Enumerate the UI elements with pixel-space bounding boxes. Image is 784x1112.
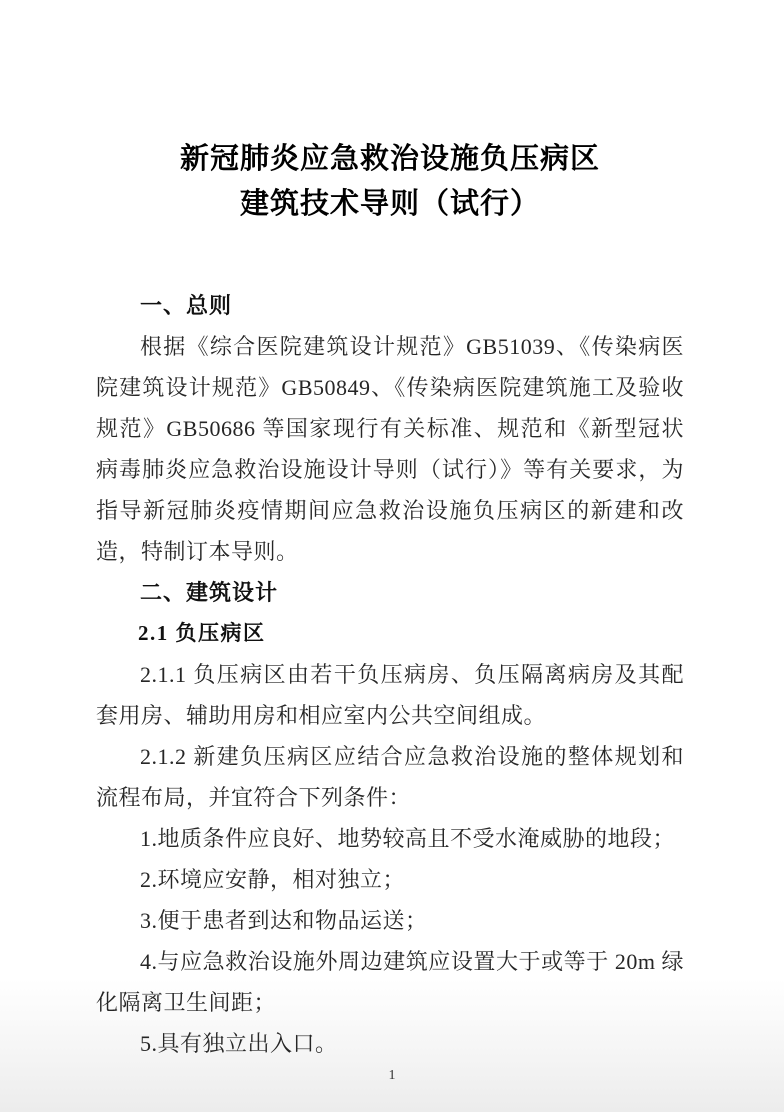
paragraph-2-1-1: 2.1.1 负压病区由若干负压病房、负压隔离病房及其配套用房、辅助用房和相应室内公共空间组成。 [96, 662, 684, 728]
list-item-3: 3.便于患者到达和物品运送； [140, 908, 428, 933]
list-item-4: 4.与应急救治设施外周边建筑应设置大于或等于 20m 绿化隔离卫生间距； [96, 949, 684, 1015]
document-title-line-1: 新冠肺炎应急救治设施负压病区 [179, 143, 600, 175]
paragraph-basis: 根据《综合医院建筑设计规范》GB51039、《传染病医院建筑设计规范》GB50849、《传染病医院建筑施工及验收规范》GB50686 等国家现行有关标准、规范和《新型冠状病毒肺炎应急救治设施设计导则（试行）》等有关要求，为指导新冠肺炎疫情期间应急救治设施负压病区的新建和改造，特制订本导则。 [96, 334, 684, 564]
document-title-line-2: 建筑技术导则（试行） [239, 188, 540, 220]
list-item-5: 5.具有独立出入口。 [140, 1031, 338, 1056]
section-heading-architecture: 二、建筑设计 [140, 580, 279, 605]
page-number: 1 [388, 1068, 396, 1083]
list-item-1: 1.地质条件应良好、地势较高且不受水淹威胁的地段； [140, 826, 676, 851]
subsection-heading-negative-pressure-ward: 2.1 负压病区 [138, 621, 266, 645]
document-title [96, 137, 684, 227]
page-footer [0, 1068, 784, 1084]
paragraph-2-1-2: 2.1.2 新建负压病区应结合应急救治设施的整体规划和流程布局，并宜符合下列条件： [96, 744, 684, 810]
list-item-2: 2.环境应安静，相对独立； [140, 867, 406, 892]
section-heading-general: 一、总则 [140, 293, 233, 318]
